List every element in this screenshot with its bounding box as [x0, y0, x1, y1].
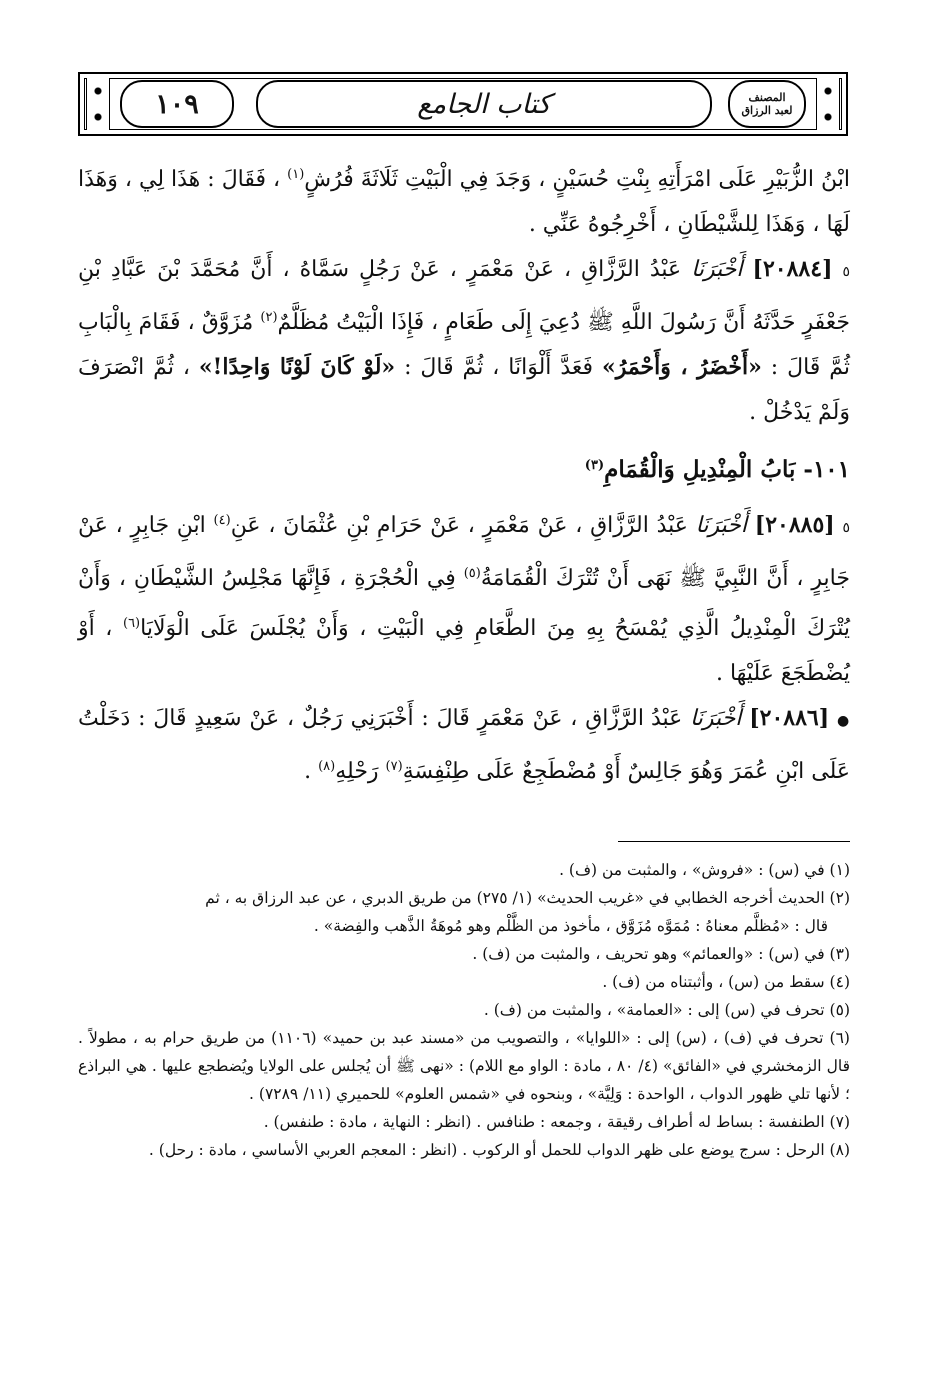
ornament-right [816, 78, 840, 130]
logo-line-2: لعبد الرزاق [741, 104, 793, 117]
footnote-ref-1: (١) [287, 167, 305, 182]
chapter-heading: ١٠١- بَابُ الْمِنْدِيلِ وَالْقُمَامِ$^{(٣)}$ [584, 456, 850, 483]
paragraph-1: ابْنُ الزُّبَيْرِ عَلَى امْرَأَتِهِ بِنْتِ حُسَيْنٍ ، وَجَدَ فِي الْبَيْتِ ثَلَاثَةَ فُرُشٍ$^{(١)}$ ، فَقَالَ : هَذَا لِي ، وَهَذَا لَهَا ، وَهَذَا لِلشَّيْطَانِ ، أَخْرِجُوهُ عَنِّي . [78, 167, 850, 237]
footnote-ref-8: (٨) [318, 759, 336, 774]
footnote-1: (١) في (س) : «فروش» ، والمثبت من (ف) . [559, 861, 850, 879]
footnotes [78, 856, 850, 1164]
hadith-marker: ● [836, 713, 851, 729]
footnote-ref-6: (٦) [122, 616, 141, 631]
footnote-ref-3: (٣) [584, 458, 605, 473]
hadith-marker: ٥ [842, 264, 851, 280]
footnote-ref-2: (٢) [260, 310, 278, 325]
footnote-ref-4: (٤) [213, 513, 231, 528]
logo-line-1: المصنف [748, 91, 786, 104]
hadith-number: [٢٠٨٨٦] [749, 705, 830, 731]
book-logo [728, 80, 806, 128]
hadith-20886: ● [٢٠٨٨٦] أَخْبَرَنَا عَبْدُ الرَّزَّاقِ ، عَنْ مَعْمَرٍ قَالَ : أَخْبَرَنِي رَجُلٌ ، عَنْ سَعِيدٍ قَالَ : دَخَلْتُ عَلَى ابْنِ عُمَرَ وَهُوَ جَالِسٌ أَوْ مُضْطَجِعٌ عَلَى طِنْفِسَةِ$^{(٧)}$ رَحْلِهِ$^{(٨)}$ . [78, 705, 851, 784]
footnote-divider [618, 841, 850, 842]
footnote-8: (٨) الرحل : سرج يوضع على ظهر الدواب للحمل أو الركوب . (انظر : المعجم العربي الأساسي ، مادة : رحل) . [148, 1141, 850, 1159]
page-header [78, 72, 848, 136]
book-title: كتاب الجامع [256, 80, 712, 128]
footnote-7: (٧) الطنفسة : بساط له أطراف رقيقة ، وجمعه : طنافس . (انظر : النهاية ، مادة : طنفس) . [263, 1113, 850, 1131]
footnote-5: (٥) تحرف في (س) إلى : «العمامة» ، والمثبت من (ف) . [483, 1001, 850, 1019]
footnote-2-cont: قال : «مُظلَّم معناهُ : مُمَوَّه مُزَوَّق ، مأخوذ من الظَّلْم وهو مُوهَةُ الذَّهب والفِضة» . [313, 917, 828, 935]
main-text [78, 152, 850, 794]
hadith-marker: ٥ [842, 520, 850, 536]
footnote-3: (٣) في (س) : «والعمائم» وهو تحريف ، والمثبت من (ف) . [472, 945, 850, 963]
footnote-6: (٦) تحرف في (ف) ، (س) إلى : «اللوايا» ، والتصويب من «مسند عبد بن حميد» (١١٠٦) من طريق حرام به ، مطولاً . قال الزمخشري في «الفائق» (٤/ ٨٠ ، مادة : الواو مع اللام) : «نهى ﷺ أن يُجلس على الولايا ويُضطجع عليها . هي البراذع ؛ لأنها تلي ظهور الدواب ، الواحدة : وَلِيَّة» ، وبنحوه في «شمس العلوم» للحميري (١١/ ٧٢٨٩) . [78, 1029, 850, 1103]
footnote-ref-7: (٧) [385, 759, 403, 774]
hadith-number: [٢٠٨٨٤] [752, 256, 833, 282]
ornament-left [86, 78, 110, 130]
hadith-20884: ٥ [٢٠٨٨٤] أَخْبَرَنَا عَبْدُ الرَّزَّاقِ ، عَنْ مَعْمَرٍ ، عَنْ رَجُلٍ سَمَّاهُ ، أَنَّ مُحَمَّدَ بْنَ عَبَّادِ بْنِ جَعْفَرٍ حَدَّثَهُ أَنَّ رَسُولَ اللَّهِ ﷺ دُعِيَ إِلَى طَعَامٍ ، فَإِذَا الْبَيْتُ مُظَلَّمٌ$^{(٢)}$ مُزَوَّقٌ ، فَقَامَ بِالْبَابِ ثُمَّ قَالَ : «أَخْضَرُ ، وَأَحْمَرُ» فَعَدَّ أَلْوَانًا ، ثُمَّ قَالَ : «لَوْ كَانَ لَوْنًا وَاحِدًا!» ، ثُمَّ انْصَرَفَ وَلَمْ يَدْخُلْ . [78, 256, 851, 425]
hadith-20885: ٥ [٢٠٨٨٥] أَخْبَرَنَا عَبْدُ الرَّزَّاقِ ، عَنْ مَعْمَرٍ ، عَنْ حَرَامِ بْنِ عُثْمَانَ ، عَنِ$^{(٤)}$ ابْنِ جَابِرٍ ، عَنْ جَابِرٍ ، أَنَّ النَّبِيَّ ﷺ نَهَى أَنْ تُتْرَكَ الْقُمَامَةُ$^{(٥)}$ فِي الْحُجْرَةِ ، فَإِنَّهَا مَجْلِسُ الشَّيْطَانِ ، وَأَنْ يُتْرَكَ الْمِنْدِيلُ الَّذِي يُمْسَحُ بِهِ مِنَ الطَّعَامِ فِي الْبَيْتِ ، وَأَنْ يُجْلَسَ عَلَى الْوَلَايَا$^{(٦)}$ ، أَوْ يُضْطَجَعَ عَلَيْهَا . [78, 512, 850, 686]
footnote-ref-5: (٥) [463, 566, 481, 581]
footnote-4: (٤) سقط من (س) ، وأثبتناه من (ف) . [602, 973, 850, 991]
hadith-number: [٢٠٨٨٥] [754, 512, 835, 538]
page-number: ١٠٩ [120, 80, 234, 128]
footnote-2: (٢) الحديث أخرجه الخطابي في «غريب الحديث» (١/ ٢٧٥) من طريق الدبري ، عن عبد الرزاق به ، ثم [205, 889, 850, 907]
